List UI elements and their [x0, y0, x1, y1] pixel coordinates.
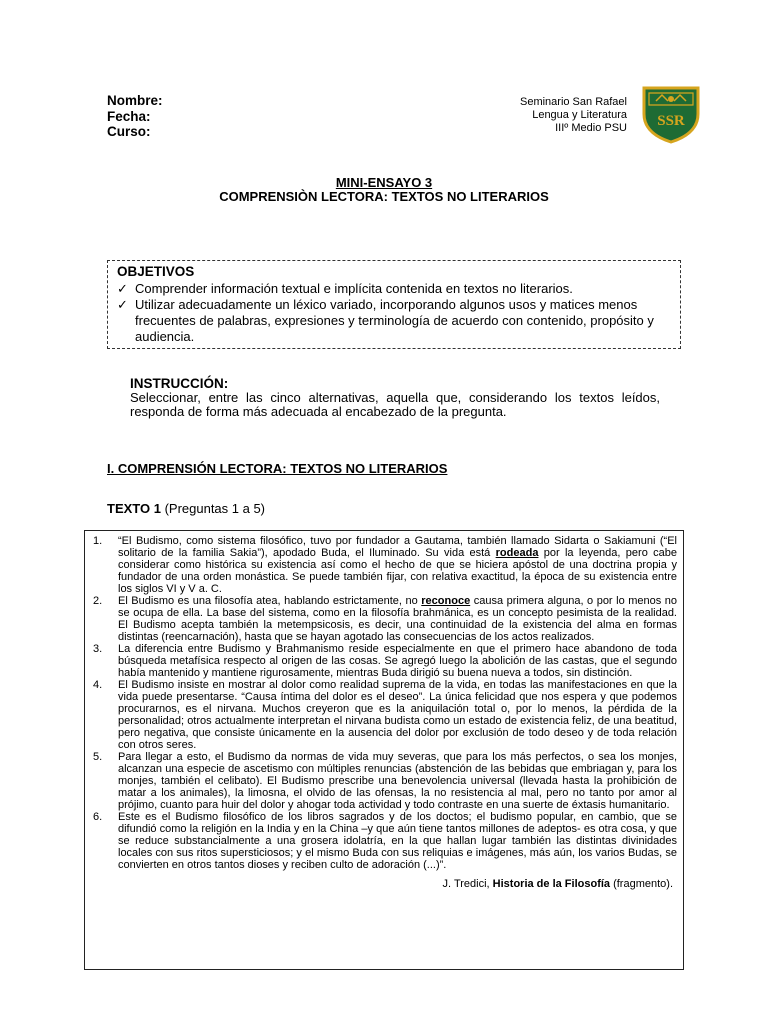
- document-title: [0, 176, 768, 204]
- text-source: J. Tredici, Historia de la Filosofía (fragmento).: [442, 878, 673, 890]
- objective-item: [117, 281, 672, 297]
- objectives-heading: OBJETIVOS: [117, 264, 195, 279]
- texto-range: (Preguntas 1 a 5): [160, 501, 266, 516]
- instruction-heading: INSTRUCCIÓN:: [130, 376, 229, 391]
- school-crest-logo: [640, 84, 702, 144]
- section-title: I. COMPRENSIÓN LECTORA: TEXTOS NO LITERARIOS: [107, 461, 448, 476]
- title-line-2: COMPRENSIÒN LECTORA: TEXTOS NO LITERARIOS: [219, 189, 549, 204]
- texto-title: [107, 501, 265, 516]
- paragraph-text: Este es el Budismo filosófico de los libros sagrados y de los doctos; el budismo popular, en cambio, que se difundió como la religión en la India y en la China –y que aún tiene tantos millones de adeptos- es otra cosa, y que se reduce substancialmente a una grosera idolatría, en la que hallan lugar también las distintas divinidades locales con sus ritos supersticiosos; y el mismo Buda con sus reliquias e imágenes, más aún, los varios Budas, se convierten en otros tantos dioses y reciben culto de adoración (...)”.: [118, 811, 677, 871]
- paragraph-text: Para llegar a esto, el Budismo da normas de vida muy severas, que para los más perfectos, o sea los monjes, alcanzan una especie de ascetismo con múltiples renuncias (abstención de las bebidas que embriagan y, para los monjes, también el celibato). El Budismo prescribe una benevolencia universal (llevada hasta la prohibición de matar a los animales), la limosna, el olvido de las ofensas, la no resistencia al mal, pero no tanto por amor al prójimo, cuanto para huir del dolor y ahogar toda actividad y todo contraste en una suerte de éxtasis humanitario.: [118, 751, 677, 811]
- instruction-body: Seleccionar, entre las cinco alternativas, aquella que, considerando los textos leídos, responda de forma más adecuada al encabezado de la pregunta.: [130, 390, 660, 419]
- paragraph-text: El Budismo es una filosofía atea, hablando estrictamente, no reconoce causa primera alguna, o por lo menos no se ocupa de ella. La base del sistema, como en la filosofía brahmánica, es un concepto pesimista de la realidad. El Budismo acepta también la metempsicosis, es decir, una continuidad de la existencia del alma en formas distintas (reencarnación), hasta que se hayan agotado las consecuencias de los actos realizados.: [118, 595, 677, 643]
- paragraph: [93, 811, 677, 871]
- field-curso: Curso:: [107, 124, 151, 139]
- objectives-box: [107, 260, 681, 349]
- reading-text-box: [84, 530, 684, 970]
- paragraph: [93, 751, 677, 811]
- title-line-1: MINI-ENSAYO 3: [335, 175, 433, 190]
- field-fecha: Fecha:: [107, 108, 151, 124]
- checkmark-icon: ✓: [117, 297, 128, 312]
- paragraph-text: “El Budismo, como sistema filosófico, tuvo por fundador a Gautama, también llamado Sidarta o Sakiamuni (“El solitario de la familia Sakia”), apodado Buda, el Iluminado. Su vida está rodeada por la leyenda, pero cabe considerar como histórica su existencia así como el hecho de que se hiciera apóstol de una doctrina propia y fundador de una orden monástica. Se puede también fijar, con relativa exactitud, la época de su existencia entre los siglos VI y V a. C.: [118, 535, 677, 595]
- paragraph-number: 6.: [93, 811, 103, 823]
- paragraph-number: 1.: [93, 535, 103, 547]
- underlined-word: reconoce: [421, 595, 471, 607]
- paragraph-number: 2.: [93, 595, 103, 607]
- student-fields: [107, 93, 163, 140]
- paragraph: [93, 643, 677, 679]
- school-level: IIIº Medio PSU: [555, 122, 627, 134]
- paragraph: [93, 535, 677, 595]
- paragraph-text: La diferencia entre Budismo y Brahmanismo reside especialmente en que el primero hace abandono de toda búsqueda metafísica respecto al origen de las cosas. Se agregó luego la abolición de las castas, que el segundo había mantenido y mantiene rigurosamente, mientras Buda dirigió su buena nueva a todos, sin distinción.: [118, 643, 677, 679]
- paragraph: [93, 679, 677, 751]
- underlined-word: rodeada: [495, 547, 539, 559]
- school-info: [520, 96, 627, 135]
- paragraph-number: 4.: [93, 679, 103, 691]
- paragraph-number: 3.: [93, 643, 103, 655]
- paragraph-number: 5.: [93, 751, 103, 763]
- objective-item: [117, 297, 672, 345]
- paragraph: [93, 595, 677, 643]
- source-title: Historia de la Filosofía: [492, 878, 611, 890]
- paragraph-text: El Budismo insiste en mostrar al dolor como realidad suprema de la vida, en todas las manifestaciones en que la vida puede presentarse. “Causa íntima del dolor es el deseo”. La única felicidad que nos espera y que podemos procurarnos, es el nirvana. Muchos creyeron que es la aniquilación total o, por lo menos, la pérdida de la personalidad; otros actualmente interpretan el nirvana budista como un estado de existencia feliz, de una beatitud, pero negativa, que consiste únicamente en la ausencia del dolor por exclusión de todo deseo y de toda relación con otros seres.: [118, 679, 677, 751]
- field-nombre: Nombre:: [107, 93, 163, 108]
- school-subject: Lengua y Literatura: [532, 109, 627, 121]
- objective-text: Comprender información textual e implícita contenida en textos no literarios.: [135, 281, 573, 296]
- crest-letters: SSR: [657, 113, 685, 129]
- instruction-block: [130, 377, 660, 419]
- school-name: Seminario San Rafael: [519, 96, 627, 108]
- texto-label: TEXTO 1: [107, 501, 161, 516]
- checkmark-icon: ✓: [117, 281, 128, 296]
- objective-text: Utilizar adecuadamente un léxico variado, incorporando algunos usos y matices menos frecuentes de palabras, expresiones y terminología de acuerdo con contenido, propósito y audiencia.: [135, 297, 654, 344]
